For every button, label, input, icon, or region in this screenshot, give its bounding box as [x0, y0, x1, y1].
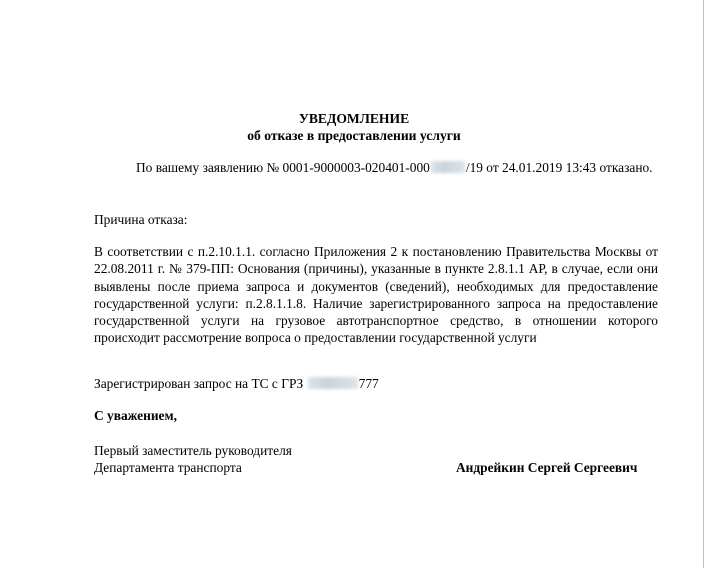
reason-paragraph: В соответствии с п.2.10.1.1. согласно Приложения 2 к постановлению Правительства Москвы от 22.08.2011 г. № 379-ПП: Основания (причины), указанные в пункте 2.8.1.1 АР, в случае, если они выявлены после приема запроса и документов (сведений), необходимых для предоставление государственной услуги: п.2.8.1.1.8. Наличие зарегистрированного запроса на предоставление государственной услуги на грузовое автотранспортное средство, в отношении которого происходит рассмотрение вопроса о предоставлении государственной услуги — [94, 244, 658, 346]
plate-suffix: 777 — [358, 376, 379, 391]
signer-name: Андрейкин Сергей Сергеевич — [456, 460, 638, 475]
position-line-2: Департамента транспорта — [94, 460, 242, 476]
signer-position — [94, 442, 292, 477]
document-subtitle: об отказе в предоставлении услуги — [247, 128, 461, 143]
plate-line — [94, 375, 658, 392]
reason-label: Причина отказа: — [94, 212, 188, 227]
page-edge-divider — [703, 0, 704, 568]
intro-prefix: По вашему заявлению № 0001-9000003-020401-000 — [136, 160, 430, 175]
intro-paragraph — [94, 159, 658, 176]
document-title: УВЕДОМЛЕНИЕ — [298, 111, 410, 126]
redacted-application-number — [431, 161, 465, 173]
intro-suffix: /19 от 24.01.2019 13:43 отказано. — [465, 160, 653, 175]
closing-regards: С уважением, — [94, 408, 177, 423]
position-line-1: Первый заместитель руководителя — [94, 443, 292, 458]
plate-prefix: Зарегистрирован запрос на ТС с ГРЗ — [94, 376, 304, 391]
redacted-plate-number — [308, 377, 358, 389]
